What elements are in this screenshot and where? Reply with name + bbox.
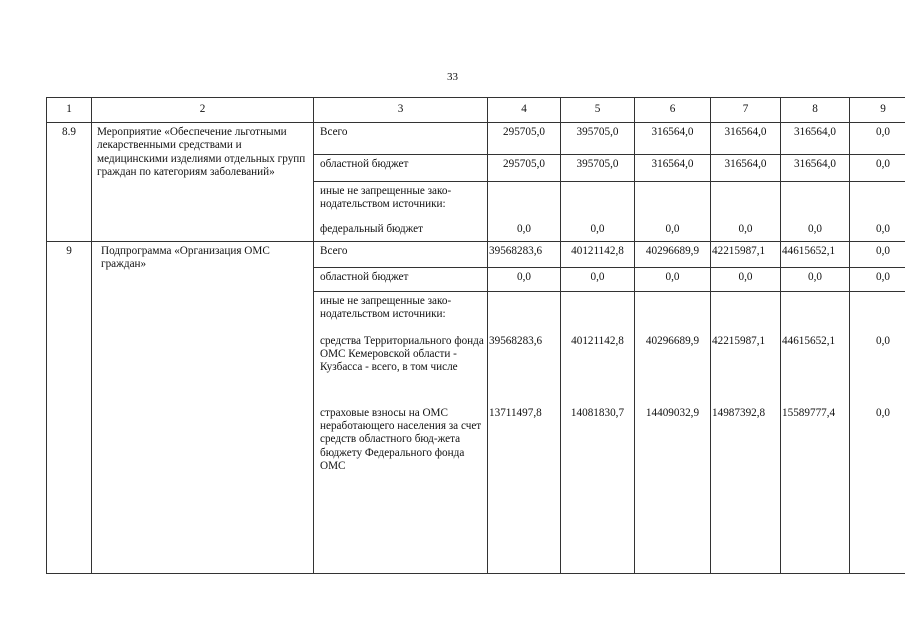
empty-cell (781, 182, 850, 220)
header-row (47, 98, 905, 123)
table-row (47, 123, 905, 155)
funding-source: областной бюджет (314, 155, 488, 182)
row-number: 8.9 (47, 123, 92, 242)
funding-source: средства Территориального фонда ОМС Кемеровской области - Кузбасса - всего, в том числе (314, 332, 488, 404)
value-cell: 395705,0 (561, 123, 635, 155)
empty-cell (850, 182, 905, 220)
measure-name: Мероприятие «Обеспечение льготными лекарственными средствами и медицинскими изделиями отдельных групп граждан по категориям заболеваний» (92, 123, 314, 242)
funding-source: Всего (314, 242, 488, 268)
value-cell: 0,0 (711, 220, 781, 242)
value-cell: 42215987,1 (711, 242, 781, 268)
budget-table (46, 97, 905, 574)
empty-cell (635, 292, 711, 332)
value-cell: 40296689,9 (635, 332, 711, 404)
value-cell: 44615652,1 (781, 242, 850, 268)
value-cell: 15589777,4 (781, 404, 850, 574)
empty-cell (635, 182, 711, 220)
funding-source: Всего (314, 123, 488, 155)
value-cell: 0,0 (561, 268, 635, 292)
value-cell: 0,0 (850, 155, 905, 182)
value-cell: 0,0 (711, 268, 781, 292)
value-cell: 14081830,7 (561, 404, 635, 574)
value-cell: 0,0 (488, 268, 561, 292)
table-row (47, 242, 905, 268)
value-cell: 295705,0 (488, 123, 561, 155)
page-number: 33 (447, 71, 458, 83)
empty-cell (561, 292, 635, 332)
header-cell: 5 (561, 98, 635, 123)
value-cell: 0,0 (561, 220, 635, 242)
funding-source: страховые взносы на ОМС неработающего населения за счет средств областного бюд-жета бюджету Федерального фонда ОМС (314, 404, 488, 574)
subprogram-name: Подпрограмма «Организация ОМС граждан» (92, 242, 314, 574)
header-cell: 7 (711, 98, 781, 123)
value-cell: 14987392,8 (711, 404, 781, 574)
value-cell: 0,0 (635, 268, 711, 292)
funding-source: иные не запрещенные зако-нодательством источники: (314, 292, 488, 332)
value-cell: 316564,0 (711, 123, 781, 155)
value-cell: 40121142,8 (561, 242, 635, 268)
empty-cell (711, 292, 781, 332)
funding-source: областной бюджет (314, 268, 488, 292)
value-cell: 395705,0 (561, 155, 635, 182)
value-cell: 44615652,1 (781, 332, 850, 404)
value-cell: 0,0 (488, 220, 561, 242)
value-cell: 13711497,8 (488, 404, 561, 574)
value-cell: 39568283,6 (488, 242, 561, 268)
value-cell: 40296689,9 (635, 242, 711, 268)
header-cell: 3 (314, 98, 488, 123)
value-cell: 316564,0 (711, 155, 781, 182)
header-cell: 8 (781, 98, 850, 123)
value-cell: 0,0 (850, 404, 905, 574)
value-cell: 0,0 (850, 332, 905, 404)
header-cell: 6 (635, 98, 711, 123)
value-cell: 316564,0 (781, 123, 850, 155)
header-cell: 9 (850, 98, 905, 123)
empty-cell (850, 292, 905, 332)
empty-cell (488, 182, 561, 220)
value-cell: 40121142,8 (561, 332, 635, 404)
funding-source: иные не запрещенные зако-нодательством источники: (314, 182, 488, 220)
value-cell: 0,0 (850, 123, 905, 155)
row-number: 9 (47, 242, 92, 574)
empty-cell (711, 182, 781, 220)
value-cell: 295705,0 (488, 155, 561, 182)
value-cell: 42215987,1 (711, 332, 781, 404)
empty-cell (561, 182, 635, 220)
value-cell: 0,0 (781, 220, 850, 242)
value-cell: 316564,0 (781, 155, 850, 182)
empty-cell (781, 292, 850, 332)
funding-source: федеральный бюджет (314, 220, 488, 242)
value-cell: 316564,0 (635, 155, 711, 182)
header-cell: 2 (92, 98, 314, 123)
empty-cell (488, 292, 561, 332)
header-cell: 1 (47, 98, 92, 123)
value-cell: 0,0 (850, 220, 905, 242)
value-cell: 0,0 (635, 220, 711, 242)
value-cell: 14409032,9 (635, 404, 711, 574)
value-cell: 0,0 (850, 268, 905, 292)
header-cell: 4 (488, 98, 561, 123)
value-cell: 39568283,6 (488, 332, 561, 404)
value-cell: 0,0 (850, 242, 905, 268)
value-cell: 316564,0 (635, 123, 711, 155)
value-cell: 0,0 (781, 268, 850, 292)
